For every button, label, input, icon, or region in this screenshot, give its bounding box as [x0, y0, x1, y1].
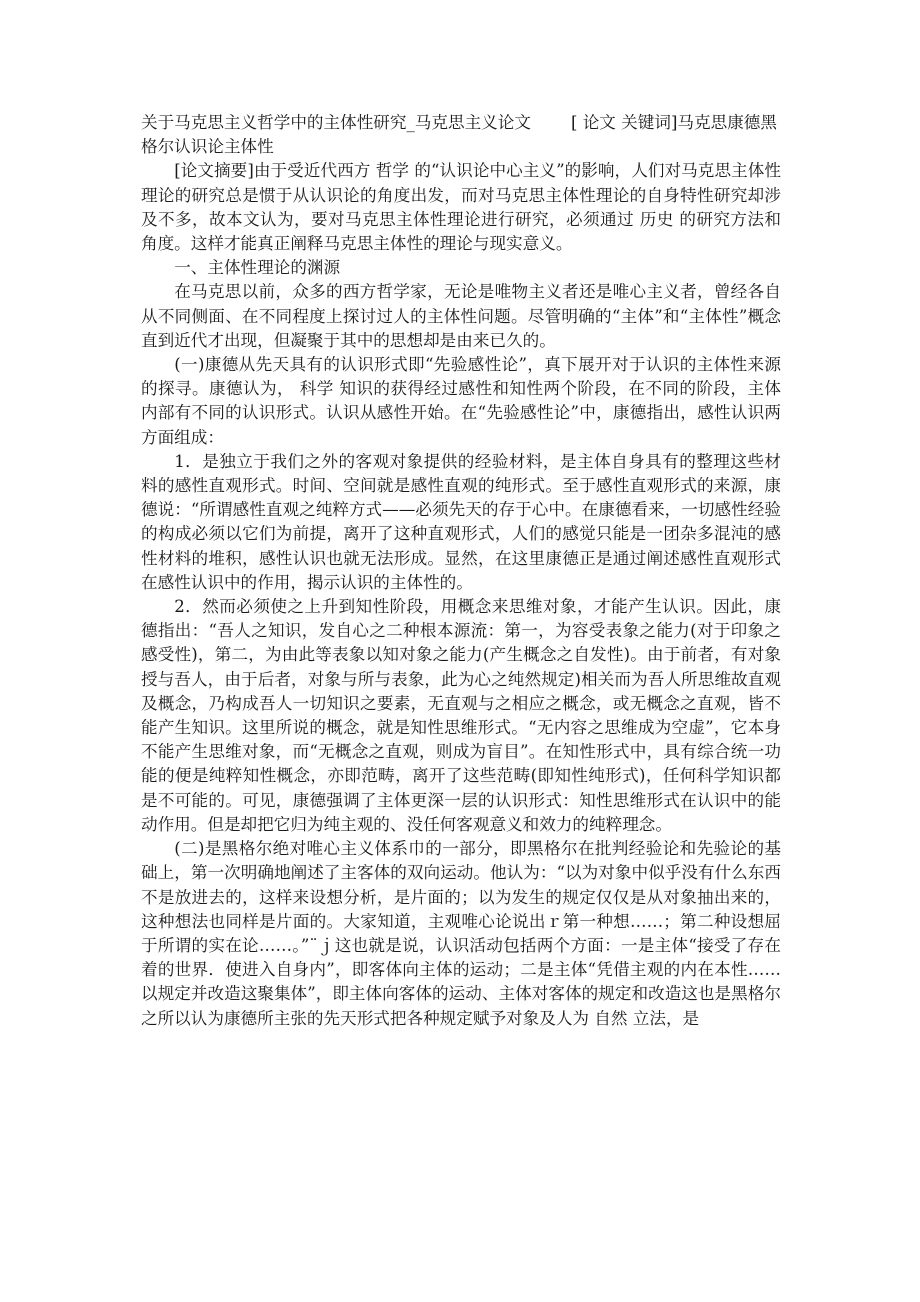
abstract-paragraph: [论文摘要]由于受近代西方 哲学 的“认识论中心主义”的影响，人们对马克思主体性理论的研究总是惯于从认识论的角度出发，而对马克思主体性理论的自身特性研究却涉及不多，故本文认为，要对马克思主体性理论进行研究，必须通过 历史 的研究方法和角度。这样才能真正阐释马克思主体性的理论与现实意义。 [141, 161, 781, 254]
body-paragraph: (一)康德从先天具有的认识形式即“先验感性论”，真下展开对于认识的主体性来源的探寻。康德认为， 科学 知识的获得经过感性和知性两个阶段，在不同的阶段，主体内部有不同的认识形式。认识从感性开始。在“先验感性论”中，康德指出，感性认识两方面组成： [141, 355, 781, 447]
keywords-label: [ 论文 关键词] [570, 113, 678, 132]
body-paragraph: 1．是独立于我们之外的客观对象提供的经验材料，是主体自身具有的整理这些材料的感性直观形式。时间、空间就是感性直观的纯形式。至于感性直观形式的来源，康德说：“所谓感性直观之纯粹方式——必须先天的存于心中。在康德看来，一切感性经验的构成必须以它们为前提，离开了这种直观形式，人们的感觉只能是一团杂多混沌的感性材料的堆积，感性认识也就无法形成。显然，在这里康德正是通过阐述感性直观形式在感性认识中的作用，揭示认识的主体性的。 [141, 451, 781, 592]
keywords-text: 马克思康德黑格尔认识论主体性 [141, 113, 777, 157]
section-heading: 一、主体性理论的渊源 [174, 258, 341, 278]
body-paragraph: 2．然而必须使之上升到知性阶段，用概念来思维对象，才能产生认识。因此，康德指出：“吾人之知识，发自心之二种根本源流：第一，为容受表象之能力(对于印象之感受性)，第二，为由此等表象以知对象之能力(产生概念之自发性)。由于前者，有对象授与吾人，由于后者，对象与所与表象，此为心之纯然规定)相关而为吾人所思维故直观及概念，乃构成吾人一切知识之要素，无直观与之相应之概念，或无概念之直观，皆不能产生知识。这里所说的概念，就是知性思维形式。“无内容之思维成为空虚”，它本身不能产生思维对象，而“无概念之直观，则成为盲目”。在知性形式中，具有综合统一功能的便是纯粹知性概念，亦即范畴，离开了这些范畴(即知性纯形式)，任何科学知识都是不可能的。可见，康德强调了主体更深一层的认识形式：知性思维形式在认识中的能动作用。但是却把它归为纯主观的、没任何客观意义和效力的纯粹理念。 [141, 597, 781, 834]
body-paragraph: (二)是黑格尔绝对唯心主义体系巾的一部分，即黑格尔在批判经验论和先验论的基础上，第一次明确地阐述了主客体的双向运动。他认为：“以为对象中似乎没有什么东西不是放进去的，这样来设想分析，是片面的；以为发生的规定仅仅是从对象抽出来的，这种想法也同样是片面的。大家知道，主观唯心论说出ｒ第一种想……；第二种设想屈于所谓的实在论……。”¨ｊ这也就是说，认识活动包括两个方面：一是主体“接受了存在着的世界．使进入自身内”，即客体向主体的运动；二是主体“凭借主观的内在本性……以规定并改造这聚集体”，即主体向客体的运动、主体对客体的规定和改造这也是黑格尔之所以认为康德所主张的先天形式把各种规定赋予对象及人为 自然 立法，是 [141, 839, 781, 1028]
body-paragraph: 在马克思以前，众多的西方哲学家，无论是唯物主义者还是唯心主义者，曾经各自从不同侧面、在不同程度上探讨过人的主体性问题。尽管明确的“主体”和“主体性”概念直到近代才出现，但凝聚于其中的思想却是由来已久的。 [141, 282, 781, 350]
document-page [141, 111, 781, 1031]
document-title: 关于马克思主义哲学中的主体性研究_马克思主义论文 [141, 113, 531, 132]
document-heading [141, 111, 781, 159]
